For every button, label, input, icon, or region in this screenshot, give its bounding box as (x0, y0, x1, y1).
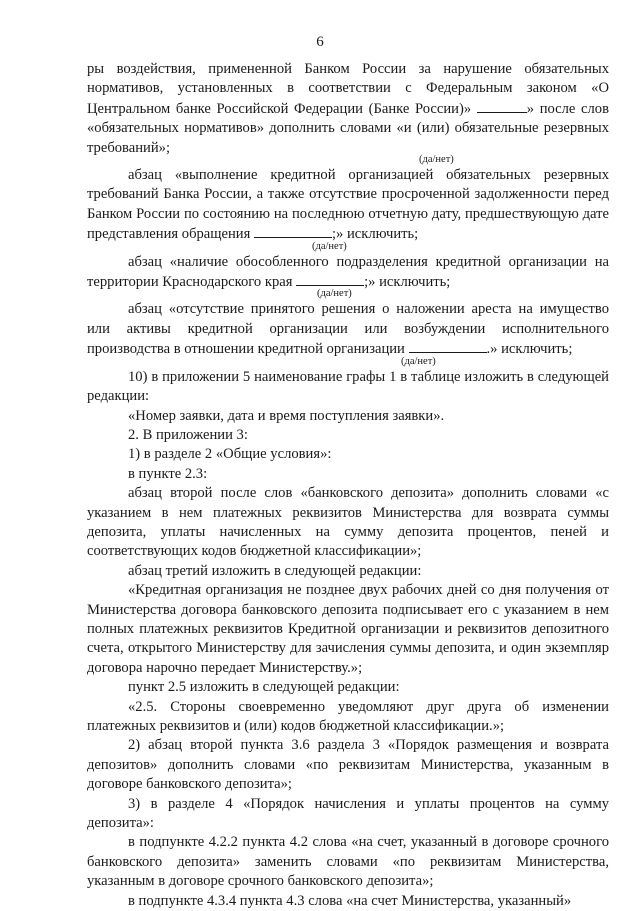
paragraph-4-text-b: .» исключить; (486, 341, 573, 358)
blank-field-2 (254, 224, 332, 238)
paragraph-14: «2.5. Стороны своевременно уведомляют друг друга об изменении платежных реквизитов и (или) кодов бюджетной классификации.»; (87, 698, 609, 734)
paragraph-1 (87, 60, 609, 158)
hint-yes-no-4: (да/нет) (401, 355, 436, 367)
paragraph-2-text-b: ;» исключить; (331, 226, 419, 243)
hint-yes-no-3: (да/нет) (317, 288, 352, 300)
paragraph-2-text-a: абзац «выполнение кредитной организацией обязательных резервных требований Банка России, а также отсутствие просроченной задолженности перед Банком России по состоянию на последнюю отчетную дату, предшествующую дате представления обращения (87, 167, 609, 243)
paragraph-18: в подпункте 4.3.4 пункта 4.3 слова «на счет Министерства, указанный» (128, 892, 572, 909)
paragraph-17: в подпункте 4.2.2 пункта 4.2 слова «на счет, указанный в договоре срочного банковского депозита» заменить словами «по реквизитам Министерства, указанным в договоре срочного банковского депозита»; (87, 834, 609, 890)
paragraph-4 (87, 300, 609, 359)
paragraph-7: 2. В приложении 3: (128, 426, 248, 443)
paragraph-13: пункт 2.5 изложить в следующей редакции: (128, 679, 400, 696)
paragraph-5: 10) в приложении 5 наименование графы 1 в таблице изложить в следующей редакции: (87, 368, 609, 405)
blank-field-4 (409, 339, 487, 353)
paragraph-12: «Кредитная организация не позднее двух рабочих дней со дня получения от Министерства договора банковского депозита подписывает его с указанием в нем полных платежных реквизитов Кредитной организации и реквизитов депозитного счета, открытого Министерству для зачисления суммы депозита, и один экземпляр договора нарочно передает Министерству.»; (87, 582, 609, 676)
paragraph-11: абзац третий изложить в следующей редакции: (128, 562, 422, 579)
paragraph-2 (87, 166, 609, 245)
hint-yes-no-2: (да/нет) (312, 240, 347, 252)
paragraph-4-text-a: абзац «отсутствие принятого решения о наложении ареста на имущество или активы кредитной организации или возбуждении исполнительного производства в отношении кредитной организации (87, 301, 609, 358)
paragraph-3 (87, 253, 609, 293)
hint-yes-no-1: (да/нет) (419, 154, 454, 166)
paragraph-15: 2) абзац второй пункта 3.6 раздела 3 «Порядок размещения и возврата депозитов» дополнить словами «по реквизитам Министерства, указанным в договоре банковского депозита»; (87, 737, 609, 793)
paragraph-9: в пункте 2.3: (128, 465, 208, 482)
paragraph-3-text-b: ;» исключить; (364, 274, 451, 291)
paragraph-1-text-a: ры воздействия, примененной Банком России за нарушение обязательных нормативов, установленных в соответствии с Федеральным законом «О Центральном банке Российской Федерации (Банке России)» (87, 61, 609, 117)
blank-field-1 (477, 99, 527, 113)
paragraph-16: 3) в разделе 4 «Порядок начисления и уплаты процентов на сумму депозита»: (87, 795, 609, 832)
paragraph-10: абзац второй после слов «банковского депозита» дополнить словами «с указанием в нем платежных реквизитов Министерства для возврата суммы депозита, уплаты начисленных на сумму депозита процентов, пеней и соответствующих кодов бюджетной классификации»; (87, 485, 609, 560)
document-body (87, 60, 609, 911)
paragraph-8: 1) в разделе 2 «Общие условия»: (128, 446, 332, 463)
paragraph-6: «Номер заявки, дата и время поступления заявки». (128, 407, 445, 424)
page-number: 6 (316, 34, 324, 50)
blank-field-3 (296, 272, 364, 286)
paragraph-3-text-a: абзац «наличие обособленного подразделения кредитной организации на территории Краснодарского края (87, 253, 609, 291)
paragraph-1-text-b: » после слов «обязательных нормативов» дополнить словами «и (или) обязательные резервных требований»; (87, 100, 609, 156)
